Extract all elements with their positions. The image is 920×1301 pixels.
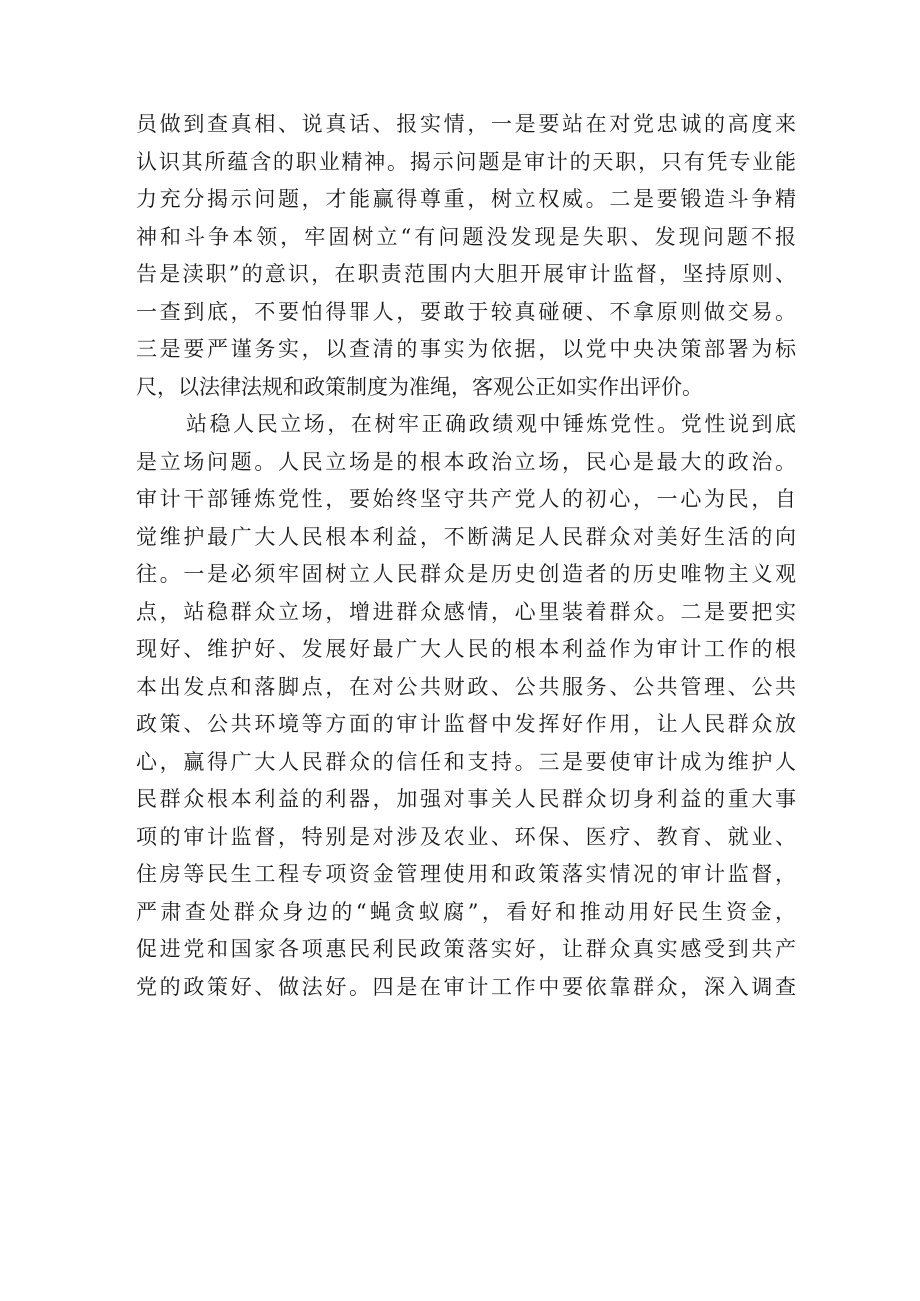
text-line: 审计干部锤炼党性，要始终坚守共产党人的初心，一心为民，自	[136, 487, 796, 511]
text-line: 认识其所蕴含的职业精神。揭示问题是审计的天职，只有凭专业能	[136, 149, 796, 174]
text-line: 民群众根本利益的利器，加强对事关人民群众切身利益的重大事	[136, 787, 796, 811]
text-line: 一查到底，不要怕得罪人，要敢于较真碰硬、不拿原则做交易。	[136, 299, 796, 324]
text-line: 告是渎职”的意识，在职责范围内大胆开展审计监督，坚持原则、	[136, 262, 796, 286]
text-line: 党的政策好、做法好。四是在审计工作中要依靠群众，深入调查	[136, 974, 796, 999]
text-line: 尺，以法律法规和政策制度为准绳，客观公正如实作出评价。	[136, 374, 703, 399]
text-line: 员做到查真相、说真话、报实情，一是要站在对党忠诚的高度来	[136, 112, 796, 136]
paragraph-start-line: 站稳人民立场，在树牢正确政绩观中锤炼党性。党性说到底	[186, 412, 796, 436]
text-line: 神和斗争本领，牢固树立“有问题没发现是失职、发现问题不报	[136, 224, 796, 249]
text-line: 严肃查处群众身边的“蝇贪蚁腐”，看好和推动用好民生资金，	[136, 899, 796, 924]
text-line: 现好、维护好、发展好最广大人民的根本利益作为审计工作的根	[136, 637, 796, 661]
text-line: 三是要严谨务实，以查清的事实为依据，以党中央决策部署为标	[136, 337, 796, 361]
text-line: 往。一是必须牢固树立人民群众是历史创造者的历史唯物主义观	[136, 562, 796, 586]
text-line: 力充分揭示问题，才能赢得尊重，树立权威。二是要锻造斗争精	[136, 187, 796, 211]
document-body	[136, 106, 796, 1006]
text-line: 住房等民生工程专项资金管理使用和政策落实情况的审计监督，	[136, 862, 796, 886]
text-line: 促进党和国家各项惠民利民政策落实好，让群众真实感受到共产	[136, 937, 796, 961]
text-line: 本出发点和落脚点，在对公共财政、公共服务、公共管理、公共	[136, 674, 796, 699]
text-line: 项的审计监督，特别是对涉及农业、环保、医疗、教育、就业、	[136, 824, 796, 849]
text-line: 心，赢得广大人民群众的信任和支持。三是要使审计成为维护人	[136, 749, 796, 774]
text-line: 政策、公共环境等方面的审计监督中发挥好作用，让人民群众放	[136, 712, 796, 736]
text-line: 觉维护最广大人民根本利益，不断满足人民群众对美好生活的向	[136, 524, 796, 549]
text-line: 是立场问题。人民立场是的根本政治立场，民心是最大的政治。	[136, 449, 796, 474]
text-line: 点，站稳群众立场，增进群众感情，心里装着群众。二是要把实	[136, 599, 796, 624]
